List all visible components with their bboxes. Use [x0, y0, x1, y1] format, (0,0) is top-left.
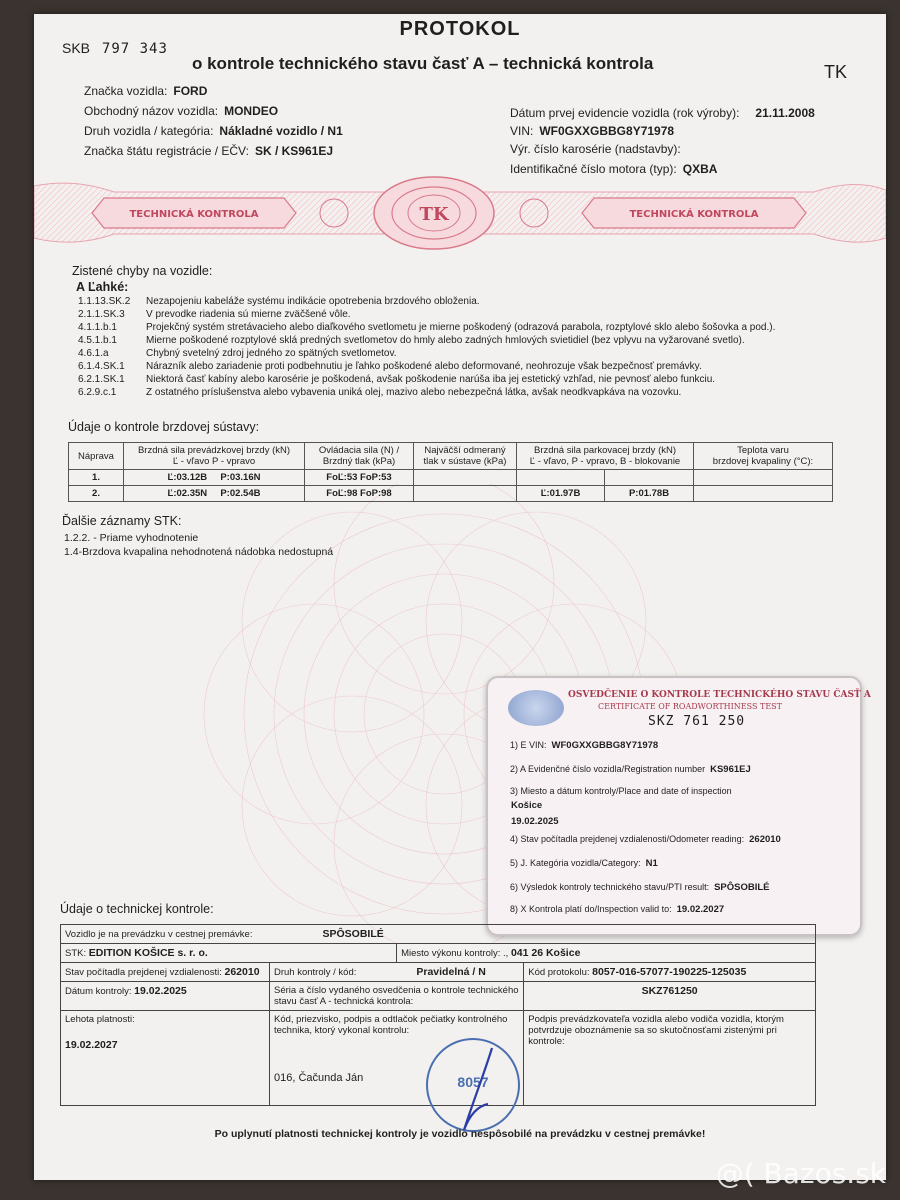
- validity-deadline: 19.02.2027: [65, 1039, 118, 1051]
- table-row: Stav počítadla prejdenej vzdialenosti: 262010 Druh kontroly / kód: Pravidelná / N Kód protokolu: 8057-016-57077-190225-125035: [61, 963, 816, 982]
- certificate-odometer-row: 4) Stav počítadla prejdenej vzdialenosti/Odometer reading: 262010: [510, 834, 781, 845]
- security-band: [34, 168, 886, 256]
- serial-number: 797 343: [101, 41, 168, 57]
- stamp-number: 8057: [457, 1074, 489, 1090]
- certificate-serial: SKZ761250: [641, 985, 698, 997]
- certificate-valid-row: 8) X Kontrola platí do/Inspection valid to: 19.02.2027: [510, 904, 725, 915]
- protocol-code: 8057-016-57077-190225-125035: [592, 966, 747, 978]
- note-item: 1.4-Brzdova kvapalina nehodnotená nádobka nedostupná: [64, 546, 334, 558]
- defect-item: 6.2.9.c.1 Z ostatného príslušenstva alebo vybavenia uniká olej, mazivo alebo nebezpečná látka, avšak neodkvapkáva na vozovku.: [78, 387, 682, 398]
- defects-heading: Zistené chyby na vozidle:: [72, 264, 213, 278]
- certificate-place-label: 3) Miesto a dátum kontroly/Place and date of inspection: [510, 786, 732, 796]
- certificate-registration-row: 2) A Evidenčné číslo vozidla/Registration number KS961EJ: [510, 764, 751, 775]
- certificate-place: Košice: [511, 800, 543, 811]
- certificate-card: [486, 676, 871, 936]
- certificate-date: 19.02.2025: [511, 816, 559, 827]
- defect-item: 1.1.13.SK.2 Nezapojeniu kabeláže systému indikácie opotrebenia brzdového obloženia.: [78, 296, 480, 307]
- table-row: Lehota platnosti: 19.02.2027 Kód, priezvisko, podpis a odtlačok pečiatky kontrolného technika, ktorý vykonal kontrolu: 016, Čačunda Ján Podpis prevádzkovateľa vozidla alebo vodiča vozidla, ktorým potvrdzuje oboznámenie sa so skutočnosťami zistenými pri kontrole:: [61, 1011, 816, 1106]
- engine-row: Identifikačné číslo motora (typ): QXBA: [510, 162, 718, 176]
- inspection-date: 19.02.2025: [134, 985, 187, 997]
- inspection-kind: Pravidelná / N: [416, 966, 486, 978]
- certificate-number: SKZ 761 250: [648, 714, 746, 729]
- table-row: 1. Ľ:03.12B P:03.16N FoĽ:53 FoP:53: [69, 470, 833, 486]
- vehicle-make: FORD: [173, 84, 208, 98]
- vehicle-type: Nákladné vozidlo / N1: [219, 124, 343, 138]
- band-text-left: TECHNICKÁ KONTROLA: [129, 209, 259, 220]
- vehicle-type-row: Druh vozidla / kategória: Nákladné vozidlo / N1: [84, 124, 343, 138]
- validity-footer: Po uplynutí platnosti technickej kontroly je vozidlo nespôsobilé na prevádzku v cestnej premávke!: [214, 1128, 706, 1140]
- defect-item: 4.6.1.a Chybný svetelný zdroj jedného zo spätných svetlometov.: [78, 348, 397, 359]
- table-row: 2. Ľ:02.35N P:02.54B FoĽ:98 FoP:98 Ľ:01.97B P:01.78B: [69, 486, 833, 502]
- stk-name: EDITION KOŠICE s. r. o.: [88, 947, 208, 959]
- document-title: PROTOKOL: [399, 18, 521, 40]
- vin-value: WF0GXXGBBG8Y71978: [539, 124, 675, 138]
- vin-row: VIN: WF0GXXGBBG8Y71978: [510, 124, 675, 138]
- certificate-vin-row: 1) E VIN: WF0GXXGBBG8Y71978: [510, 740, 659, 751]
- vehicle-make-row: Značka vozidla: FORD: [84, 84, 208, 98]
- document-subtitle: o kontrole technického stavu časť A – technická kontrola: [192, 54, 654, 73]
- defect-item: 6.1.4.SK.1 Nárazník alebo zariadenie proti podbehnutiu je ľahko poškodené alebo deformované, neohrozuje však bezpečnosť premávky.: [78, 361, 702, 372]
- inspection-heading: Údaje o technickej kontrole:: [60, 902, 214, 916]
- odometer-value: 262010: [224, 966, 260, 978]
- band-text-center: TK: [419, 204, 449, 225]
- certificate-result-row: 6) Výsledok kontroly technického stavu/PTI result: SPÔSOBILÉ: [510, 882, 770, 893]
- inspection-place: 041 26 Košice: [510, 947, 581, 959]
- note-item: 1.2.2. - Priame vyhodnotenie: [64, 532, 199, 544]
- watermark-logo: @( Bazos.sk: [715, 1157, 886, 1190]
- table-row: Vozidlo je na prevádzku v cestnej premávke: SPÔSOBILÉ: [61, 925, 816, 944]
- band-text-right: TECHNICKÁ KONTROLA: [629, 209, 759, 220]
- hologram-icon: [508, 690, 564, 726]
- brake-header-row: Náprava Brzdná sila prevádzkovej brzdy (kN) Ľ - vľavo P - vpravo Ovládacia sila (N) / Brzdný tlak (kPa) Najväčší odmeraný tlak v sústave (kPa) Brzdná sila parkovacej brzdy (kN) Ľ - vľavo, P - vpravo, B - blokovanie Teplota varu brzdovej kvapaliny (°C):: [69, 443, 833, 470]
- signature: [444, 1044, 514, 1134]
- certificate-category-row: 5) J. Kategória vozidla/Category: N1: [510, 858, 658, 869]
- first-registration-row: Dátum prvej evidencie vozidla (rok výroby): 21.11.2008: [510, 106, 815, 120]
- defect-item: 6.2.1.SK.1 Niektorá časť kabíny alebo karosérie je poškodená, avšak poškodenie narúša iba jej estetický vzhľad, nie pevnosť alebo funkciu.: [78, 374, 716, 385]
- table-row: STK: EDITION KOŠICE s. r. o. Miesto výkonu kontroly: ., 041 26 Košice: [61, 944, 816, 963]
- defect-item: 2.1.1.SK.3 V prevodke riadenia sú mierne zväčšené vôle.: [78, 309, 351, 320]
- brakes-heading: Údaje o kontrole brzdovej sústavy:: [68, 420, 260, 434]
- defects-group: A Ľahké:: [76, 280, 129, 294]
- vehicle-plate-row: Značka štátu registrácie / EČV: SK / KS961EJ: [84, 144, 333, 158]
- vehicle-model: MONDEO: [224, 104, 279, 118]
- vehicle-plate: SK / KS961EJ: [254, 144, 333, 158]
- defect-item: 4.1.1.b.1 Projekčný systém stretávacieho alebo diaľkového svetlometu je mierne poškodený (odrazová parabola, rozptylové sklo alebo šošovka a pod.).: [78, 322, 776, 333]
- first-registration: 21.11.2008: [755, 106, 815, 120]
- serial-label: SKB: [62, 40, 91, 56]
- engine-code: QXBA: [682, 162, 718, 176]
- notes-heading: Ďalšie záznamy STK:: [62, 514, 182, 528]
- certificate-title-en: CERTIFICATE OF ROADWORTHINESS TEST: [598, 702, 782, 711]
- protocol-sheet: [34, 14, 886, 1180]
- defect-item: 4.5.1.b.1 Mierne poškodené rozptylové sklá predných svetlometov do hmly alebo zadných hmlových svietidiel (bez vplyvu na vyžarované svetlo).: [78, 335, 745, 346]
- tk-mark: TK: [824, 62, 848, 82]
- technician-name: 016, Čačunda Ján: [274, 1072, 364, 1084]
- body-number-row: Výr. číslo karosérie (nadstavby):: [510, 142, 681, 156]
- inspection-status: SPÔSOBILÉ: [322, 928, 384, 940]
- brake-table: [68, 442, 833, 502]
- vehicle-model-row: Obchodný názov vozidla: MONDEO: [84, 104, 279, 118]
- certificate-title: OSVEDČENIE O KONTROLE TECHNICKÉHO STAVU ČASŤ A: [568, 690, 871, 700]
- table-row: Dátum kontroly: 19.02.2025 Séria a číslo vydaného osvedčenia o kontrole technického stavu časť A - technická kontrola: SKZ761250: [61, 982, 816, 1011]
- serial-line: [62, 40, 168, 57]
